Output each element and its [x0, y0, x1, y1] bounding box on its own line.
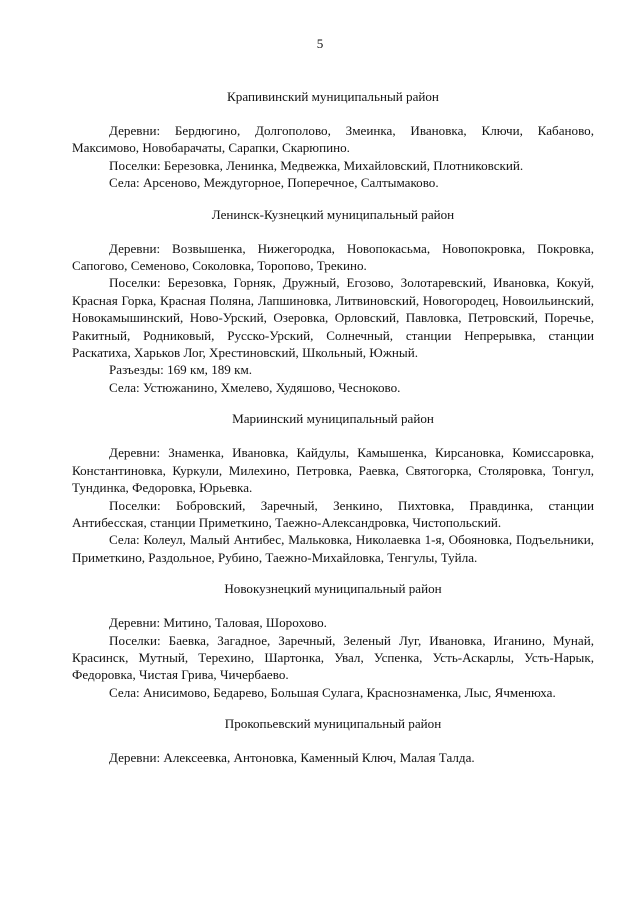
district-title: Новокузнецкий муниципальный район: [224, 581, 442, 597]
settlement-entry: Разъезды: 169 км, 189 км.: [109, 362, 253, 378]
district-title: Мариинский муниципальный район: [232, 411, 434, 427]
settlement-list: [72, 444, 594, 566]
settlement-entry: Деревни: Бердюгино, Долгополово, Змеинка, Ивановка, Ключи, Кабаново, Максимово, Новобарачаты, Сарапки, Скарюпино.: [72, 123, 594, 156]
district-section: [72, 206, 594, 397]
settlement-list: [72, 122, 594, 192]
settlement-entry: Села: Арсеново, Междугорное, Поперечное, Салтымаково.: [109, 175, 439, 191]
settlement-entry: Села: Устюжанино, Хмелево, Худяшово, Чесноково.: [109, 379, 401, 395]
district-title: Крапивинский муниципальный район: [227, 89, 439, 104]
district-section: [72, 715, 594, 766]
settlement-entry: Поселки: Березовка, Ленинка, Медвежка, Михайловский, Плотниковский.: [109, 157, 524, 173]
settlement-entry: Села: Колеул, Малый Антибес, Мальковка, Николаевка 1-я, Обояновка, Подъельники, Приметкино, Раздольное, Рубино, Таежно-Михайловка, Тенгулы, Туйла.: [72, 532, 594, 565]
district-section: [72, 580, 594, 701]
page-number: 5: [316, 36, 324, 51]
settlement-list: [72, 749, 594, 766]
document-body: [72, 88, 594, 767]
district-section: [72, 88, 594, 192]
settlement-entry: Поселки: Березовка, Горняк, Дружный, Егозово, Золотаревский, Ивановка, Кокуй, Красная Горка, Красная Поляна, Лапшиновка, Литвиновский, Новогородец, Новоильинский, Новокамышинский, Ново-Урский, Озеровка, Орловский, Павловка, Петровский, Поречье, Ракитный, Родниковый, Русско-Урский, Солнечный, станции Непрерывка, станции Раскатиха, Харьков Лог, Хрестиновский, Школьный, Южный.: [72, 275, 594, 361]
settlement-list: [72, 240, 594, 397]
settlement-entry: Деревни: Митино, Таловая, Шорохово.: [109, 615, 327, 631]
district-section: [72, 410, 594, 566]
settlement-entry: Деревни: Возвышенка, Нижегородка, Новопокасьма, Новопокровка, Покровка, Сапогово, Семеново, Соколовка, Торопово, Трекино.: [72, 240, 594, 274]
settlement-entry: Деревни: Знаменка, Ивановка, Кайдулы, Камышенка, Кирсановка, Комиссаровка, Константиновка, Куркули, Милехино, Петровка, Раевка, Святогорка, Столяровка, Тонгул, Тундинка, Федоровка, Юрьевка.: [72, 445, 594, 496]
settlement-entry: Поселки: Баевка, Загадное, Заречный, Зеленый Луг, Ивановка, Иганино, Мунай, Красинск, Мутный, Терехино, Шартонка, Увал, Успенка, Усть-Аскарлы, Усть-Нарык, Федоровка, Чистая Грива, Чичербаево.: [72, 632, 594, 683]
settlement-entry: Села: Анисимово, Бедарево, Большая Сулага, Краснознаменка, Лыс, Ячменюха.: [109, 684, 556, 700]
settlement-entry: Деревни: Алексеевка, Антоновка, Каменный Ключ, Малая Талда.: [109, 750, 475, 766]
settlement-entry: Поселки: Бобровский, Заречный, Зенкино, Пихтовка, Правдинка, станции Антибесская, станции Приметкино, Таежно-Александровка, Чистопольский.: [72, 497, 594, 530]
district-title: Ленинск-Кузнецкий муниципальный район: [211, 206, 455, 222]
district-title: Прокопьевский муниципальный район: [224, 716, 442, 732]
settlement-list: [72, 614, 594, 701]
